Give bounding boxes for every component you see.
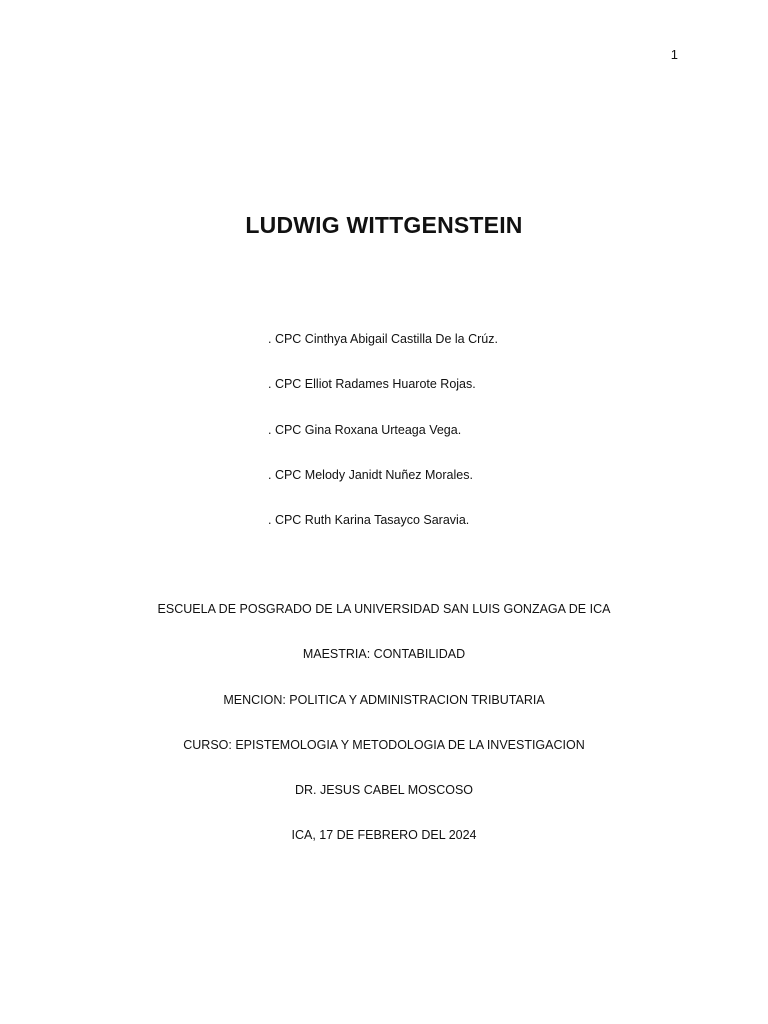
cover-info — [0, 601, 768, 873]
author-item: . CPC Ruth Karina Tasayco Saravia. — [268, 513, 470, 528]
course-line: CURSO: EPISTEMOLOGIA Y METODOLOGIA DE LA INVESTIGACION — [183, 737, 585, 752]
author-item: . CPC Melody Janidt Nuñez Morales. — [268, 467, 473, 482]
author-list — [268, 331, 498, 557]
document-title: LUDWIG WITTGENSTEIN — [245, 212, 523, 238]
professor-line: DR. JESUS CABEL MOSCOSO — [294, 783, 474, 798]
institution-line: ESCUELA DE POSGRADO DE LA UNIVERSIDAD SAN LUIS GONZAGA DE ICA — [157, 602, 611, 616]
author-item: . CPC Cinthya Abigail Castilla De la Crúz. — [268, 332, 498, 346]
place-date-line: ICA, 17 DE FEBRERO DEL 2024 — [291, 828, 477, 843]
mention-line: MENCION: POLITICA Y ADMINISTRACION TRIBUTARIA — [223, 692, 545, 707]
page-number: 1 — [670, 47, 678, 62]
program-line: MAESTRIA: CONTABILIDAD — [302, 647, 466, 662]
author-item: . CPC Elliot Radames Huarote Rojas. — [268, 377, 476, 392]
author-item: . CPC Gina Roxana Urteaga Vega. — [268, 422, 462, 437]
